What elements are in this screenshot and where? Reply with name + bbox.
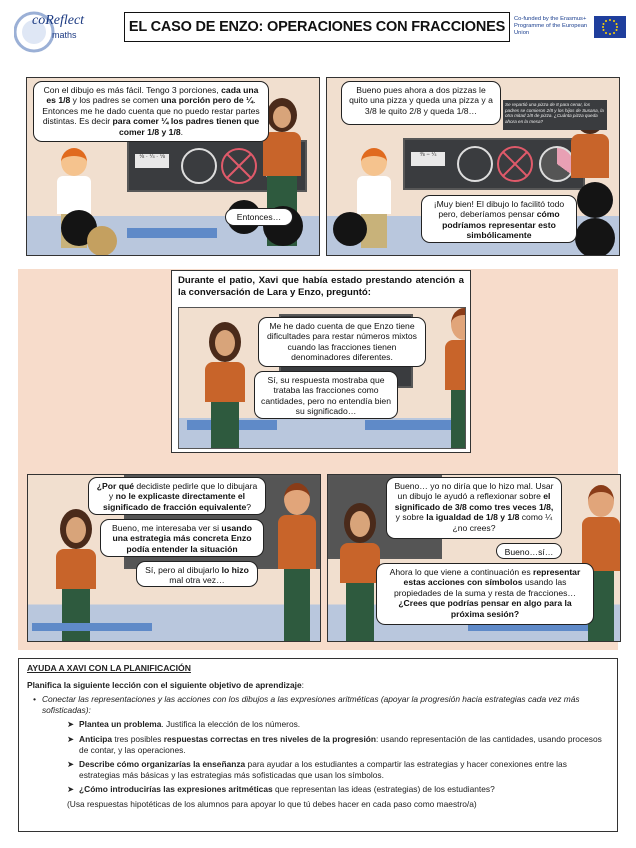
speech-bubble-lara: Bueno, me interesaba ver si usando una estrategia más concreta Enzo podía entender la situación [100, 519, 264, 557]
character-xavi [280, 483, 320, 642]
help-item-1: ➤ Plantea un problema. Justifica la elección de los números. [67, 719, 301, 730]
help-objective: • Conectar las representaciones y las acciones con los dibujos a las expresiones aritméticas (apoyar la progresión hacia estrategias cada vez más sofisticadas): [33, 694, 580, 715]
help-item-4: ➤ ¿Cómo introducirías las expresiones aritméticas que representan las ideas (estrategias) de los estudiantes? [67, 784, 495, 795]
help-note: (Usa respuestas hipotéticas de los alumnos para apoyar lo que tú debes hacer en cada paso como maestro/a) [67, 798, 477, 809]
blackboard: ⅜ − ¼ [403, 138, 585, 190]
eu-flag-icon [594, 16, 626, 38]
speech-bubble-lara-2: Sí, pero al dibujarlo lo hizo mal otra vez… [136, 561, 258, 587]
blackboard: ⅛ · ¼ · ⅛ [127, 140, 307, 192]
arrow-right-icon: ➤ [67, 784, 75, 795]
speech-bubble-xavi: Me he dado cuenta de que Enzo tiene dificultades para restar números mixtos cuando las fracciones tienen denominadores diferentes. [258, 317, 426, 367]
coreflect-logo [14, 6, 86, 56]
speech-bubble-teacher: ¡Muy bien! El dibujo lo facilitó todo pero, deberíamos pensar cómo podríamos representar esto simbólicamente [421, 195, 577, 243]
pizza-icon [457, 146, 493, 182]
speech-bubble-lara-2: Ahora lo que viene a continuación es representar estas acciones con símbolos usando las propiedades de la suma y resta de fracciones… ¿Crees que podrías pensar en algo para la próxima sesión? [376, 563, 594, 625]
speech-bubble-xavi: Bueno…sí… [496, 543, 562, 559]
panel-caption: Durante el patio, Xavi que había estado prestando atención a la conversación de Lara y Enzo, preguntó: [178, 275, 464, 298]
page-title: EL CASO DE ENZO: OPERACIONES CON FRACCIONES [124, 12, 510, 42]
character-lara [203, 322, 247, 448]
comic-panel-4 [27, 474, 321, 642]
speech-bubble-lara: Bueno… yo no diría que lo hizo mal. Usar un dibujo le ayudó a reflexionar sobre el significado de 3/8 como tres veces 1/8, y sobre la igualdad de 1/8 y 1/8 como ¼ ¿no crees? [386, 477, 562, 539]
comic-panel-5 [327, 474, 621, 642]
help-subheading: Planifica la siguiente lección con el siguiente objetivo de aprendizaje: [27, 679, 304, 690]
help-item-2: ➤ Anticipa tres posibles respuestas correctas en tres niveles de la progresión: usando representación de las cantidades, usando procesos de contar, y las operaciones. [67, 733, 602, 755]
eu-cofunding-text: Co-funded by the Erasmus+ Programme of the European Union [514, 16, 588, 36]
board-problem-note: Se repartió una pizza de 8 para cenar, los padres se comieron 2/8 y los hijos de Susana, la otra mitad 1/8 de pizza. ¿Cuánta pizza queda ahora en la mesa? [503, 100, 607, 130]
pizza-icon [221, 148, 257, 184]
svg-text:maths: maths [52, 30, 77, 40]
pizza-icon [497, 146, 533, 182]
speech-bubble-xavi: ¿Por qué decidiste pedirle que lo dibujara y no le explicaste directamente el significado de fracción equivalente? [88, 477, 266, 515]
speech-bubble-enzo: Bueno pues ahora a dos pizzas le quito una pizza y queda una pizza y a 3/8 le quito 2/8 y queda 1/8… [341, 81, 501, 125]
planning-help-box [18, 658, 618, 832]
comic-panel-2 [326, 77, 620, 256]
help-heading: AYUDA A XAVI CON LA PLANIFICACIÓN [27, 663, 191, 673]
comic-panel-1 [26, 77, 320, 256]
help-item-3: ➤ Describe cómo organizarías la enseñanza para ayudar a los estudiantes a compartir las estrategias y hacer conexiones entre las estrategias más básicas y las estrategias más sofisticadas que usan los símbolos. [67, 759, 567, 780]
speech-bubble-enzo: Con el dibujo es más fácil. Tengo 3 porciones, cada una es 1/8 y los padres se comen una porción pero de ¼. Entonces me he dado cuenta que no puedo restar partes distintas. Es decir para comer ¼ los padres tienen que comer 1/8 y 1/8. [33, 81, 269, 142]
arrow-right-icon: ➤ [67, 733, 75, 744]
arrow-right-icon: ➤ [67, 719, 75, 730]
comic-panel-3 [171, 270, 471, 453]
speech-bubble-lara: Sí, su respuesta mostraba que trataba las fracciones como cantidades, pero no entendía bien su significado… [254, 371, 398, 419]
character-xavi [447, 308, 466, 448]
arrow-right-icon: ➤ [67, 759, 75, 770]
speech-bubble-teacher: Entonces… [225, 208, 293, 226]
pizza-icon [181, 148, 217, 184]
svg-text:coReflect: coReflect [32, 13, 85, 28]
eu-cofunding-logo [514, 14, 626, 40]
